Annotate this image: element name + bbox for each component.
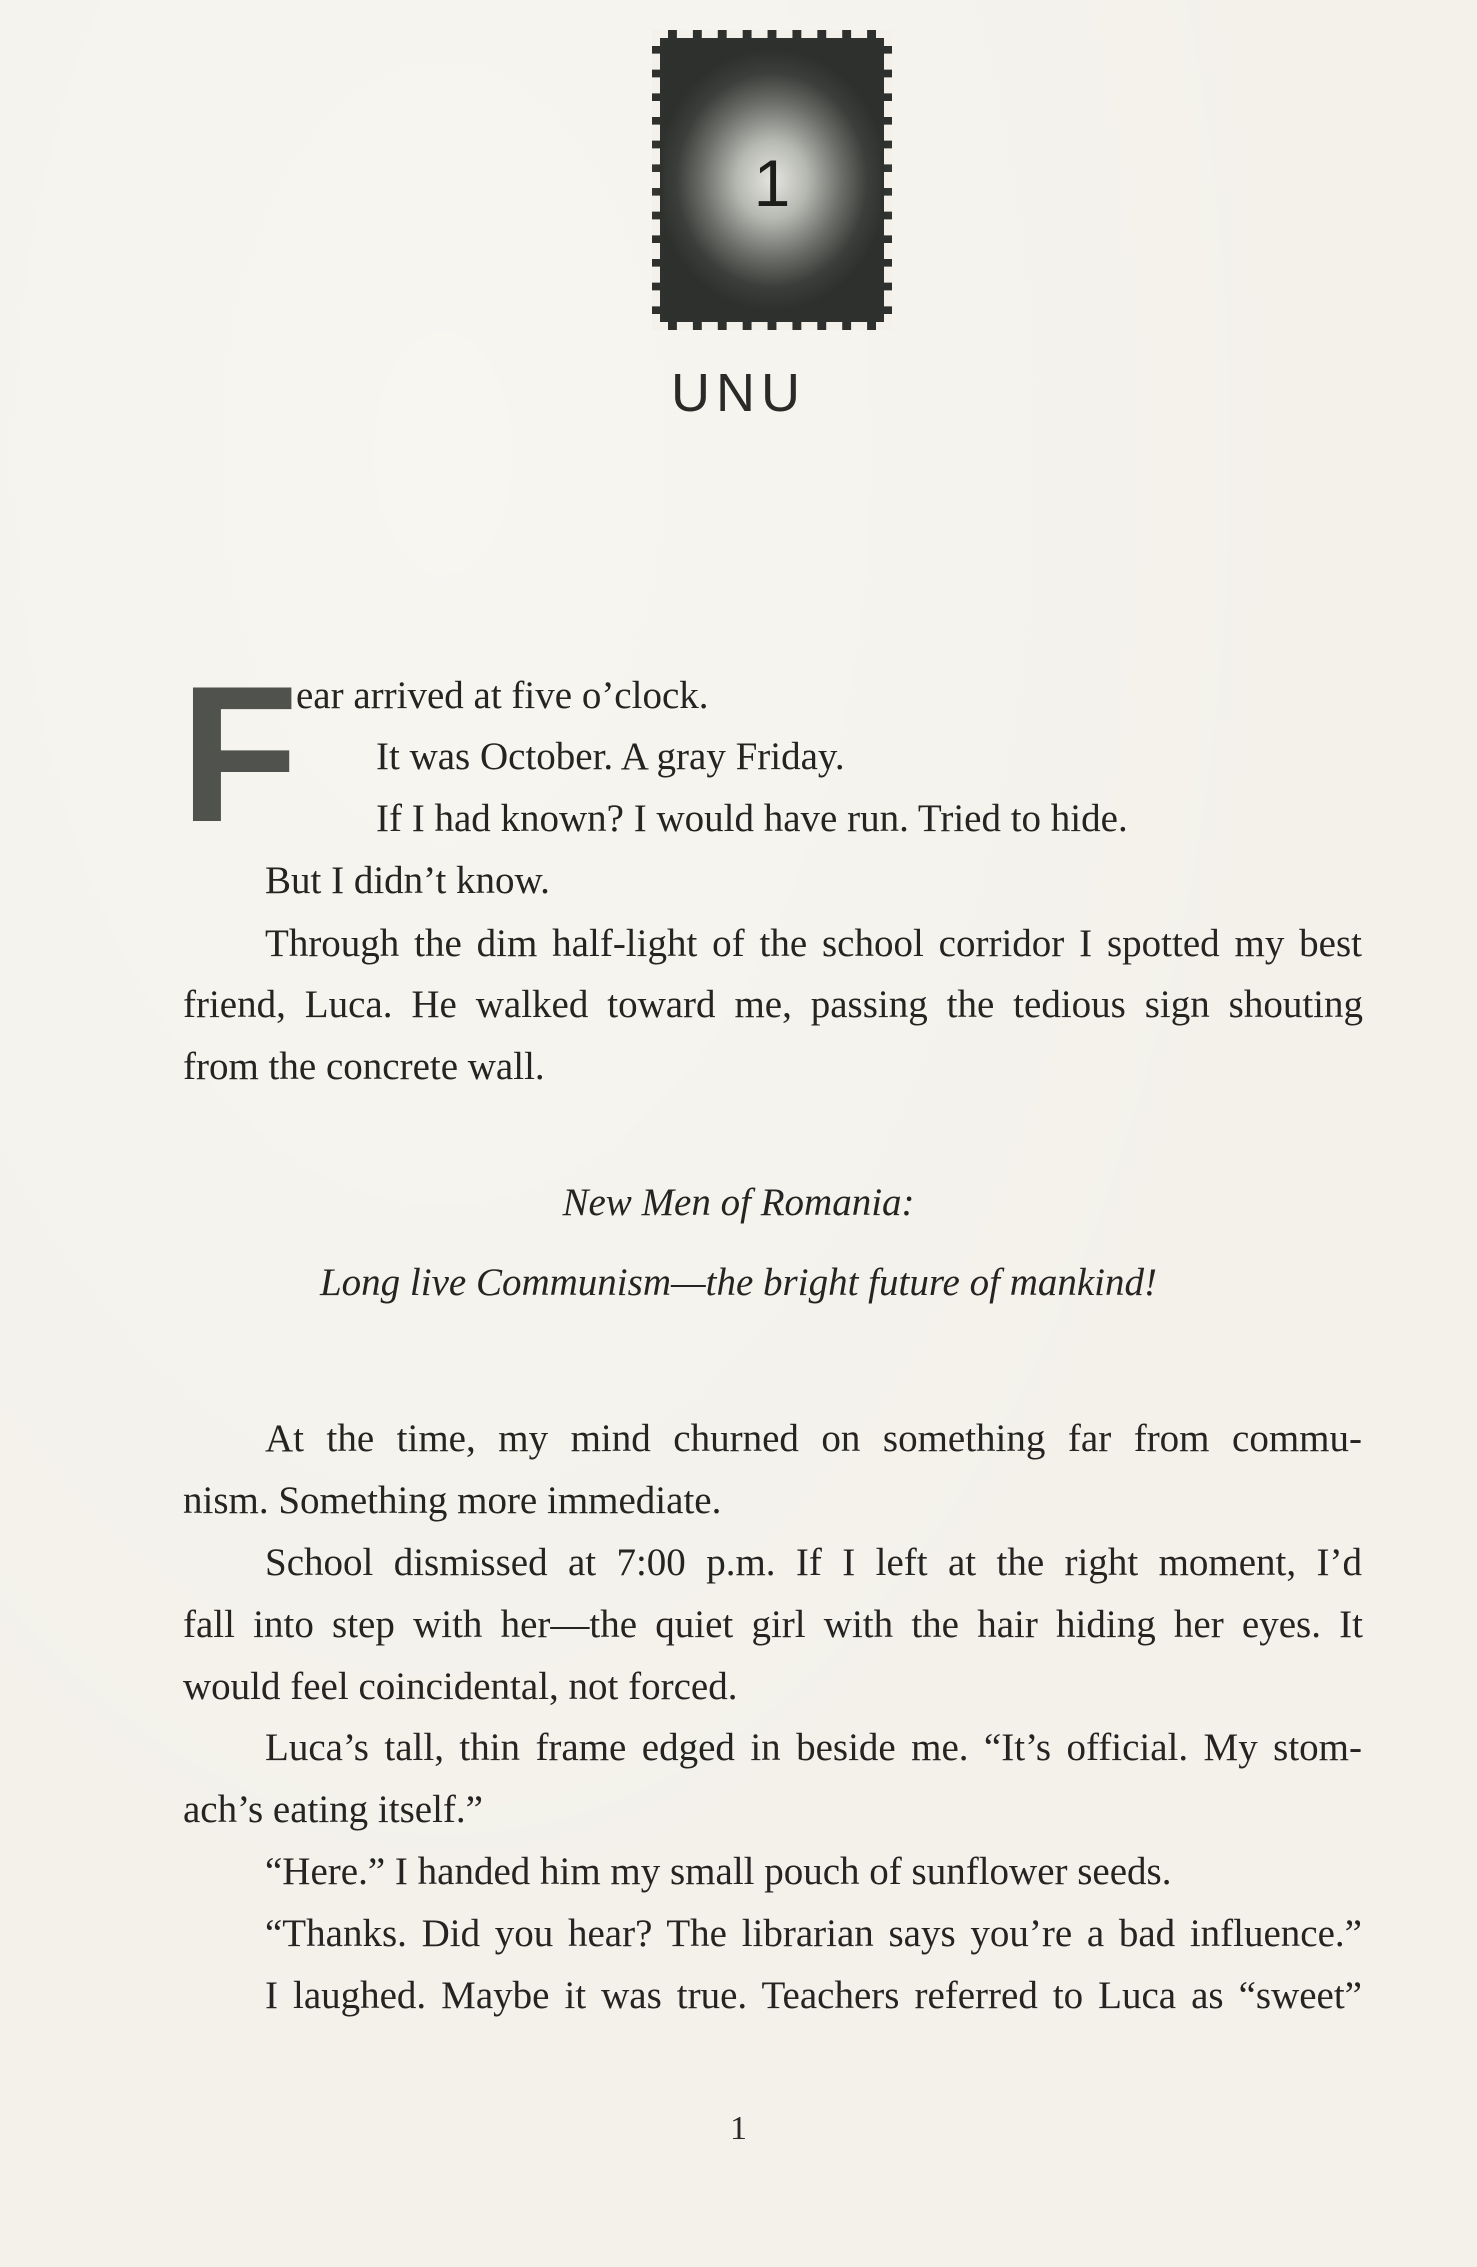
- chapter-stamp: [652, 30, 892, 330]
- body-line: I laughed. Maybe it was true. Teachers referred to Luca as “sweet”: [265, 1974, 1362, 2017]
- chapter-title: UNU: [671, 363, 806, 423]
- body-line: It was October. A gray Friday.: [376, 735, 845, 778]
- body-line: friend, Luca. He walked toward me, passing the tedious sign shouting: [183, 983, 1363, 1026]
- epigraph-line: New Men of Romania:: [562, 1181, 915, 1224]
- body-line: “Thanks. Did you hear? The librarian says you’re a bad influence.”: [265, 1912, 1362, 1955]
- body-line: Luca’s tall, thin frame edged in beside me. “It’s official. My stom-: [265, 1726, 1362, 1769]
- body-line: fall into step with her—the quiet girl with the hair hiding her eyes. It: [183, 1603, 1363, 1646]
- body-line: But I didn’t know.: [265, 859, 550, 902]
- body-line: Through the dim half-light of the school corridor I spotted my best: [265, 922, 1362, 965]
- page-number: 1: [730, 2110, 747, 2147]
- body-line: School dismissed at 7:00 p.m. If I left at the right moment, I’d: [265, 1541, 1362, 1584]
- body-line: would feel coincidental, not forced.: [183, 1665, 738, 1708]
- body-line: ach’s eating itself.”: [183, 1788, 483, 1831]
- body-line: “Here.” I handed him my small pouch of sunflower seeds.: [265, 1850, 1172, 1893]
- body-line: ear arrived at five o’clock.: [296, 674, 709, 717]
- chapter-number: 1: [753, 146, 791, 220]
- body-line: from the concrete wall.: [183, 1045, 545, 1088]
- drop-cap: F: [180, 646, 299, 863]
- body-line: nism. Something more immediate.: [183, 1479, 722, 1522]
- epigraph-line: Long live Communism—the bright future of mankind!: [319, 1261, 1157, 1304]
- body-line: If I had known? I would have run. Tried to hide.: [376, 797, 1128, 840]
- body-line: At the time, my mind churned on something far from commu-: [265, 1417, 1362, 1460]
